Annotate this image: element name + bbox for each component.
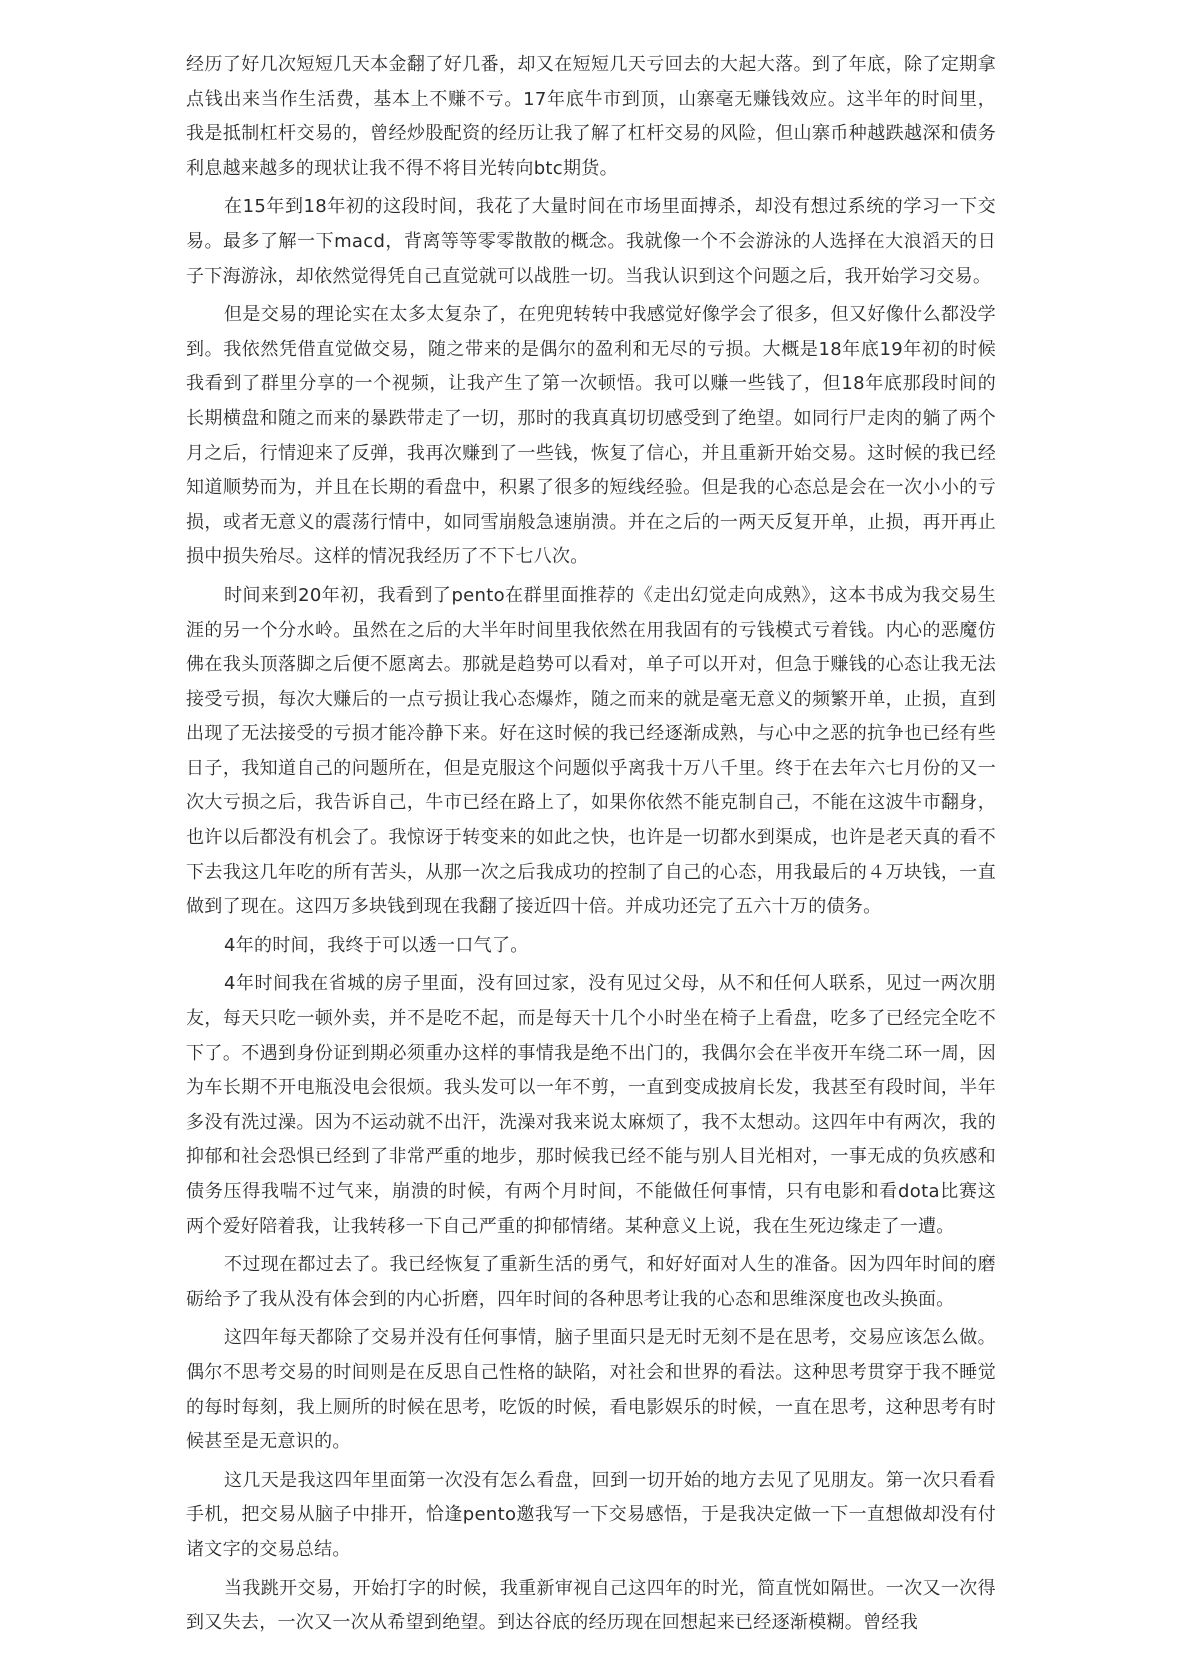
- document-page: [186, 48, 996, 1645]
- paragraph-5: 4年的时间，我终于可以透一口气了。: [224, 934, 529, 956]
- paragraph-7: 不过现在都过去了。我已经恢复了重新生活的勇气，和好好面对人生的准备。因为四年时间的磨砺给予了我从没有体会到的内心折磨，四年时间的各种思考让我的心态和思维深度也改头换面。: [186, 1254, 996, 1310]
- paragraph-3: 但是交易的理论实在太多太复杂了，在兜兜转转中我感觉好像学会了很多，但又好像什么都没学到。我依然凭借直觉做交易，随之带来的是偶尔的盈利和无尽的亏损。大概是18年底19年初的时候我看到了群里分享的一个视频，让我产生了第一次顿悟。我可以赚一些钱了，但18年底那段时间的长期横盘和随之而来的暴跌带走了一切，那时的我真真切切感受到了绝望。如同行尸走肉的躺了两个月之后，行情迎来了反弹，我再次赚到了一些钱，恢复了信心，并且重新开始交易。这时候的我已经知道顺势而为，并且在长期的看盘中，积累了很多的短线经验。但是我的心态总是会在一次小小的亏损，或者无意义的震荡行情中，如同雪崩般急速崩溃。并在之后的一两天反复开单，止损，再开再止损中损失殆尽。这样的情况我经历了不下七八次。: [186, 304, 996, 568]
- paragraph-10: 当我跳开交易，开始打字的时候，我重新审视自己这四年的时光，简直恍如隔世。一次又一次得到又失去，一次又一次从希望到绝望。到达谷底的经历现在回想起来已经逐渐模糊。曾经我: [186, 1577, 996, 1634]
- paragraph-6: 4年时间我在省城的房子里面，没有回过家，没有见过父母，从不和任何人联系，见过一两次朋友，每天只吃一顿外卖，并不是吃不起，而是每天十几个小时坐在椅子上看盘，吃多了已经完全吃不下了。不遇到身份证到期必须重办这样的事情我是绝不出门的，我偶尔会在半夜开车绕二环一周，因为车长期不开电瓶没电会很烦。我头发可以一年不剪，一直到变成披肩长发，我甚至有段时间，半年多没有洗过澡。因为不运动就不出汗，洗澡对我来说太麻烦了，我不太想动。这四年中有两次，我的抑郁和社会恐惧已经到了非常严重的地步，那时候我已经不能与别人目光相对，一事无成的负疚感和债务压得我喘不过气来，崩溃的时候，有两个月时间，不能做任何事情，只有电影和看dota比赛这两个爱好陪着我，让我转移一下自己严重的抑郁情绪。某种意义上说，我在生死边缘走了一遭。: [186, 973, 996, 1237]
- paragraph-2: 在15年到18年初的这段时间，我花了大量时间在市场里面搏杀，却没有想过系统的学习一下交易。最多了解一下macd，背离等等零零散散的概念。我就像一个不会游泳的人选择在大浪滔天的日子下海游泳，却依然觉得凭自己直觉就可以战胜一切。当我认识到这个问题之后，我开始学习交易。: [186, 196, 996, 287]
- paragraph-4: 时间来到20年初，我看到了pento在群里面推荐的《走出幻觉走向成熟》，这本书成为我交易生涯的另一个分水岭。虽然在之后的大半年时间里我依然在用我固有的亏钱模式亏着钱。内心的恶魔仿佛在我头顶落脚之后便不愿离去。那就是趋势可以看对，单子可以开对，但急于赚钱的心态让我无法接受亏损，每次大赚后的一点亏损让我心态爆炸，随之而来的就是毫无意义的频繁开单，止损，直到出现了无法接受的亏损才能冷静下来。好在这时候的我已经逐渐成熟，与心中之恶的抗争也已经有些日子，我知道自己的问题所在，但是克服这个问题似乎离我十万八千里。终于在去年六七月份的又一次大亏损之后，我告诉自己，牛市已经在路上了，如果你依然不能克制自己，不能在这波牛市翻身，也许以后都没有机会了。我惊讶于转变来的如此之快，也许是一切都水到渠成，也许是老天真的看不下去我这几年吃的所有苦头，从那一次之后我成功的控制了自己的心态，用我最后的４万块钱，一直做到了现在。这四万多块钱到现在我翻了接近四十倍。并成功还完了五六十万的债务。: [186, 584, 996, 918]
- paragraph-9: 这几天是我这四年里面第一次没有怎么看盘，回到一切开始的地方去见了见朋友。第一次只看看手机，把交易从脑子中排开，恰逢pento邀我写一下交易感悟，于是我决定做一下一直想做却没有付诸文字的交易总结。: [186, 1469, 996, 1560]
- paragraph-8: 这四年每天都除了交易并没有任何事情，脑子里面只是无时无刻不是在思考，交易应该怎么做。偶尔不思考交易的时间则是在反思自己性格的缺陷，对社会和世界的看法。这种思考贯穿于我不睡觉的每时每刻，我上厕所的时候在思考，吃饭的时候，看电影娱乐的时候，一直在思考，这种思考有时候甚至是无意识的。: [186, 1327, 996, 1453]
- paragraph-1: 经历了好几次短短几天本金翻了好几番，却又在短短几天亏回去的大起大落。到了年底，除了定期拿点钱出来当作生活费，基本上不赚不亏。17年底牛市到顶，山寨毫无赚钱效应。这半年的时间里，我是抵制杠杆交易的，曾经炒股配资的经历让我了解了杠杆交易的风险，但山寨币种越跌越深和债务利息越来越多的现状让我不得不将目光转向btc期货。: [186, 54, 996, 179]
